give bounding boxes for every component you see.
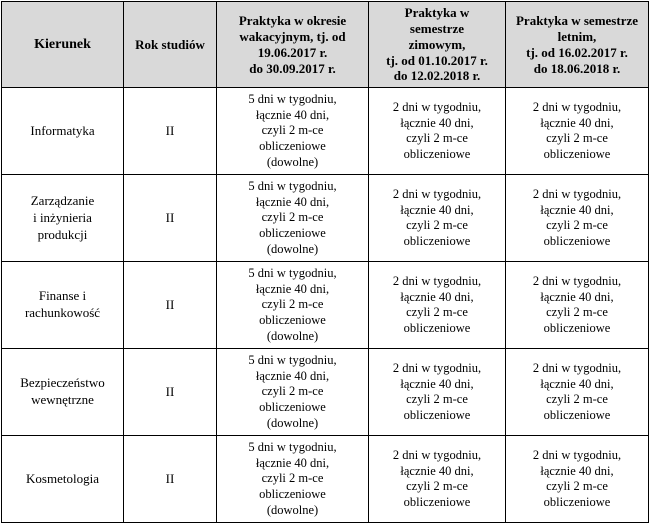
column-header-spring-semester-internship (506, 2, 649, 88)
cell-line: czyli 2 m-ce (546, 392, 608, 407)
cell-line: łącznie 40 dni, (540, 202, 614, 217)
cell-line: 2 dni w tygodniu, (532, 187, 622, 202)
cell-line: łącznie 40 dni, (255, 281, 330, 296)
cell-line: 5 dni w tygodniu, (248, 440, 337, 455)
cell-line: łącznie 40 dni, (255, 107, 330, 122)
cell-year-of-study: II (124, 436, 217, 523)
cell-line: obliczeniowe (403, 494, 471, 509)
cell-line: obliczeniowe (403, 320, 471, 335)
cell-line: obliczeniowe (543, 320, 611, 335)
field-line: wewnętrzne (31, 392, 94, 408)
cell-line: czyli 2 m-ce (546, 218, 608, 233)
cell-line: 5 dni w tygodniu, (248, 266, 337, 281)
field-line: Finanse i (38, 288, 87, 304)
cell-summer-internship (217, 175, 369, 262)
cell-line: obliczeniowe (543, 146, 611, 161)
cell-spring-internship (506, 88, 649, 175)
header-line: tj. od 01.10.2017 r. (386, 52, 488, 68)
table-header-row (2, 2, 649, 88)
cell-line: czyli 2 m-ce (406, 392, 468, 407)
header-line: letnim, (557, 28, 597, 44)
internship-schedule-table (1, 1, 649, 523)
cell-line: łącznie 40 dni, (400, 289, 474, 304)
table-header (2, 2, 649, 88)
table-row (2, 349, 649, 436)
cell-spring-internship (506, 436, 649, 523)
cell-line: czyli 2 m-ce (261, 384, 324, 399)
table-row (2, 262, 649, 349)
header-line: do 12.02.2018 r. (393, 68, 481, 84)
cell-line: łącznie 40 dni, (540, 376, 614, 391)
field-line: Zarządzanie (30, 192, 95, 208)
cell-line: czyli 2 m-ce (406, 131, 468, 146)
header-line: Praktyka w okresie (238, 12, 347, 28)
header-line: Praktyka w (404, 5, 470, 20)
cell-line: (dowolne) (266, 241, 319, 256)
cell-line: łącznie 40 dni, (400, 376, 474, 391)
cell-line: łącznie 40 dni, (255, 455, 330, 470)
cell-line: obliczeniowe (259, 226, 326, 241)
header-line: tj. od 16.02.2017 r. (526, 44, 628, 60)
cell-line: 5 dni w tygodniu, (248, 179, 337, 194)
cell-year-of-study: II (124, 262, 217, 349)
cell-line: czyli 2 m-ce (546, 479, 608, 494)
cell-spring-internship (506, 262, 649, 349)
column-header-year-of-study (124, 2, 217, 88)
cell-field-of-study (2, 436, 124, 523)
cell-field-of-study (2, 175, 124, 262)
cell-summer-internship (217, 262, 369, 349)
table-row (2, 436, 649, 523)
cell-year-of-study: II (124, 88, 217, 175)
cell-line: łącznie 40 dni, (400, 202, 474, 217)
cell-winter-internship (369, 262, 506, 349)
column-header-field-of-study (2, 2, 124, 88)
table-row (2, 175, 649, 262)
cell-line: 2 dni w tygodniu, (392, 100, 482, 115)
cell-line: (dowolne) (266, 415, 319, 430)
cell-winter-internship (369, 349, 506, 436)
cell-line: 2 dni w tygodniu, (392, 361, 482, 376)
cell-line: obliczeniowe (403, 407, 471, 422)
header-line: semestrze (409, 20, 465, 36)
cell-line: łącznie 40 dni, (400, 115, 474, 130)
field-line: i inżynieria (33, 209, 92, 225)
cell-line: czyli 2 m-ce (546, 131, 608, 146)
cell-line: łącznie 40 dni, (540, 115, 614, 130)
field-line: Kosmetologia (26, 470, 99, 486)
cell-winter-internship (369, 175, 506, 262)
cell-line: 2 dni w tygodniu, (532, 274, 622, 289)
cell-line: obliczeniowe (259, 400, 326, 415)
cell-line: 5 dni w tygodniu, (248, 353, 337, 368)
cell-summer-internship (217, 349, 369, 436)
header-line: wakacyjnym, tj. od (239, 28, 346, 44)
cell-line: łącznie 40 dni, (540, 463, 614, 478)
cell-line: 2 dni w tygodniu, (532, 361, 622, 376)
header-line: do 30.09.2017 r. (249, 60, 336, 76)
cell-field-of-study (2, 262, 124, 349)
cell-line: 2 dni w tygodniu, (392, 448, 482, 463)
cell-line: (dowolne) (266, 154, 319, 169)
column-header-winter-semester-internship (369, 2, 506, 88)
cell-line: czyli 2 m-ce (406, 479, 468, 494)
cell-line: obliczeniowe (403, 233, 471, 248)
field-line: rachunkowość (24, 305, 101, 321)
cell-line: obliczeniowe (259, 313, 326, 328)
cell-winter-internship (369, 436, 506, 523)
cell-line: czyli 2 m-ce (406, 305, 468, 320)
field-line: Informatyka (30, 122, 95, 138)
cell-line: obliczeniowe (543, 233, 611, 248)
cell-field-of-study (2, 349, 124, 436)
cell-line: 2 dni w tygodniu, (532, 448, 622, 463)
cell-summer-internship (217, 436, 369, 523)
cell-spring-internship (506, 349, 649, 436)
cell-line: łącznie 40 dni, (255, 194, 330, 209)
cell-line: czyli 2 m-ce (261, 297, 324, 312)
cell-line: czyli 2 m-ce (406, 218, 468, 233)
field-line: produkcji (37, 226, 88, 242)
cell-line: obliczeniowe (403, 146, 471, 161)
cell-line: obliczeniowe (259, 139, 326, 154)
table-body (2, 88, 649, 523)
document-page (0, 1, 650, 517)
cell-line: czyli 2 m-ce (261, 210, 324, 225)
cell-year-of-study: II (124, 175, 217, 262)
cell-line: łącznie 40 dni, (540, 289, 614, 304)
cell-line: łącznie 40 dni, (400, 463, 474, 478)
cell-line: obliczeniowe (543, 407, 611, 422)
cell-line: 2 dni w tygodniu, (392, 274, 482, 289)
cell-summer-internship (217, 88, 369, 175)
header-line: do 18.06.2018 r. (533, 60, 621, 76)
cell-line: czyli 2 m-ce (546, 305, 608, 320)
cell-line: czyli 2 m-ce (261, 471, 324, 486)
cell-field-of-study (2, 88, 124, 175)
field-line: Bezpieczeństwo (20, 375, 105, 391)
cell-line: czyli 2 m-ce (261, 123, 324, 138)
cell-line: 2 dni w tygodniu, (532, 100, 622, 115)
header-line: 19.06.2017 r. (257, 44, 328, 60)
cell-line: (dowolne) (266, 328, 319, 343)
table-row (2, 88, 649, 175)
cell-spring-internship (506, 175, 649, 262)
header-line: zimowym, (408, 36, 466, 52)
cell-line: obliczeniowe (259, 487, 326, 502)
column-header-summer-internship (217, 2, 369, 88)
cell-line: 5 dni w tygodniu, (248, 92, 337, 107)
header-line: Praktyka w semestrze (515, 12, 638, 28)
header-line: Kierunek (34, 37, 91, 53)
cell-line: łącznie 40 dni, (255, 368, 330, 383)
header-line: Rok studiów (135, 36, 205, 52)
cell-line: (dowolne) (266, 502, 319, 517)
cell-winter-internship (369, 88, 506, 175)
cell-year-of-study: II (124, 349, 217, 436)
cell-line: 2 dni w tygodniu, (392, 187, 482, 202)
cell-line: obliczeniowe (543, 494, 611, 509)
